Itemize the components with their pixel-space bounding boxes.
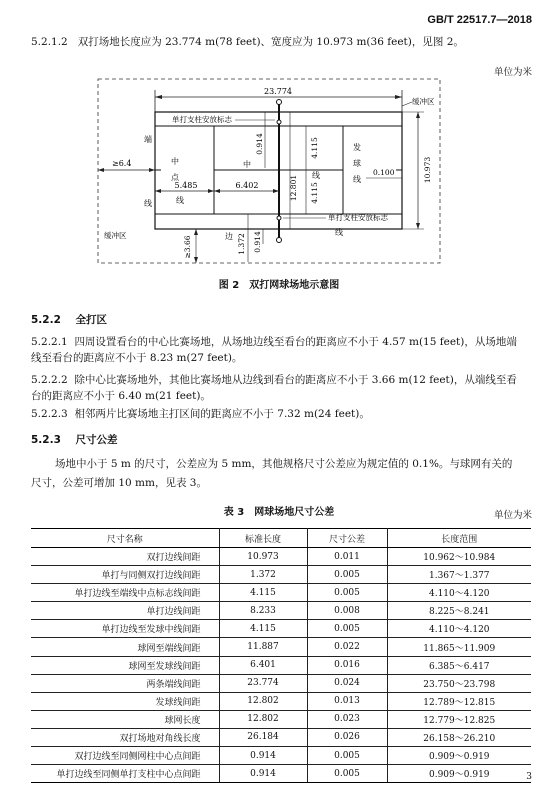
clause-5-2-2-1-cont: 线至看台的距离应不小于 8.23 m(27 feet)。 <box>31 352 243 364</box>
section-5-2-2-heading <box>31 312 107 327</box>
table-row: 球网至端线间距 11.887 0.022 11.865～11.909 <box>31 638 531 656</box>
table-row: 单打边线间距 8.233 0.008 8.225～8.241 <box>31 602 531 620</box>
clause-text: 双打场地长度应为 23.774 m(78 feet)、宽度应为 10.973 m(36 feet)，见图 2。 <box>77 36 464 48</box>
table-unit-note: 单位为米 <box>493 510 532 521</box>
clause-5-2-2-3: 5.2.2.3 相邻两片比赛场地主打区间的距离应不小于 7.32 m(24 feet)。 <box>31 408 370 420</box>
svg-text:4.115: 4.115 <box>310 182 319 204</box>
svg-text:中: 中 <box>171 157 179 166</box>
col-header-standard: 标准长度 <box>219 529 307 548</box>
tolerance-paragraph: 场地中小于 5 m 的尺寸，公差应为 5 mm，其他规格尺寸公差应为规定值的 0.1%。与球网有关的 <box>55 458 513 470</box>
section-5-2-3-heading <box>31 432 118 447</box>
svg-text:线: 线 <box>353 175 361 184</box>
section-title: 全打区 <box>75 314 108 326</box>
svg-text:0.914: 0.914 <box>255 133 264 155</box>
svg-text:球: 球 <box>353 159 361 168</box>
clause-number: 5.2.1.2 <box>31 36 68 48</box>
tolerance-paragraph-cont: 尺寸，公差可增加 10 mm，见表 3。 <box>31 477 207 489</box>
svg-text:线: 线 <box>144 199 152 208</box>
tolerance-table <box>31 528 531 783</box>
svg-text:点: 点 <box>171 173 179 182</box>
svg-text:10.973: 10.973 <box>423 156 432 184</box>
section-title: 尺寸公差 <box>75 434 118 446</box>
table-row: 单打边线至发球中线间距 4.115 0.005 4.110～4.120 <box>31 620 531 638</box>
label-overall-length: 23.774 <box>264 87 292 96</box>
col-header-tolerance: 尺寸公差 <box>307 529 387 548</box>
svg-text:12.801: 12.801 <box>289 174 298 202</box>
table-title: 表 3 网球场地尺寸公差 <box>223 507 335 518</box>
net-post-top <box>277 100 282 105</box>
table-row: 双打场地对角线长度 26.184 0.026 26.158～26.210 <box>31 728 531 746</box>
label-buffer-bottom: 缓冲区 <box>104 231 127 240</box>
svg-text:6.402: 6.402 <box>235 181 259 190</box>
table-row: 发球线间距 12.802 0.013 12.789～12.815 <box>31 692 531 710</box>
figure-caption: 图 2 双打网球场地示意图 <box>218 280 340 291</box>
svg-text:端: 端 <box>144 135 152 144</box>
col-header-range: 长度范围 <box>387 529 531 548</box>
table-row: 单打边线至同侧单打支柱中心点间距 0.914 0.005 0.909～0.919 <box>31 765 531 783</box>
page-number: 3 <box>526 772 532 782</box>
label-singles-post-top: 单打支柱安放标志 <box>172 115 232 124</box>
table-row: 双打边线间距 10.973 0.011 10.962～10.984 <box>31 548 531 566</box>
table-row: 双打边线至同侧网柱中心点间距 0.914 0.005 0.909～0.919 <box>31 747 531 765</box>
tennis-court-diagram <box>0 0 558 270</box>
table-row: 球网至发球线间距 6.401 0.016 6.385～6.417 <box>31 656 531 674</box>
svg-text:0.914: 0.914 <box>253 231 262 253</box>
svg-text:中: 中 <box>243 160 251 169</box>
section-number: 5.2.2 <box>31 314 61 326</box>
net-post-bottom <box>277 238 282 243</box>
table-row: 单打与同侧双打边线间距 1.372 0.005 1.367～1.377 <box>31 566 531 584</box>
svg-text:1.372: 1.372 <box>237 233 246 255</box>
clause-5-2-2-1: 5.2.2.1 四周设置看台的中心比赛场地，从场地边线至看台的距离应不小于 4.57 m(15 feet)，从场地端 <box>31 336 517 348</box>
label-buffer-top: 缓冲区 <box>412 97 435 106</box>
col-header-name: 尺寸名称 <box>31 529 219 548</box>
clause-5-2-2-2-cont: 台的距离应不小于 6.40 m(21 feet)。 <box>31 390 211 402</box>
table-row: 球网长度 12.802 0.023 12.779～12.825 <box>31 710 531 728</box>
standard-number: GB/T 22517.7—2018 <box>427 14 532 26</box>
table-row: 单打边线至端线中点标志线间距 4.115 0.005 4.110～4.120 <box>31 584 531 602</box>
svg-text:发: 发 <box>353 143 361 152</box>
svg-text:线: 线 <box>335 228 343 237</box>
table-row: 两条端线间距 23.774 0.024 23.750～23.798 <box>31 674 531 692</box>
label-singles-post-bottom: 单打支柱安放标志 <box>328 213 388 222</box>
svg-text:边: 边 <box>225 232 233 241</box>
clause-5-2-2-2: 5.2.2.2 除中心比赛场地外，其他比赛场地从边线到看台的距离应不小于 3.66 m(12 feet)，从端线至看 <box>31 374 517 386</box>
svg-text:线: 线 <box>176 196 184 205</box>
section-number: 5.2.3 <box>31 434 61 446</box>
unit-note: 单位为米 <box>493 67 532 78</box>
table-header-row <box>31 529 531 548</box>
svg-text:0.100: 0.100 <box>373 168 395 177</box>
svg-text:4.115: 4.115 <box>310 137 319 159</box>
svg-text:5.485: 5.485 <box>174 181 198 190</box>
label-back-clearance: ≥6.4 <box>112 159 132 168</box>
svg-text:线: 线 <box>312 171 320 180</box>
svg-text:≥3.66: ≥3.66 <box>183 235 192 259</box>
